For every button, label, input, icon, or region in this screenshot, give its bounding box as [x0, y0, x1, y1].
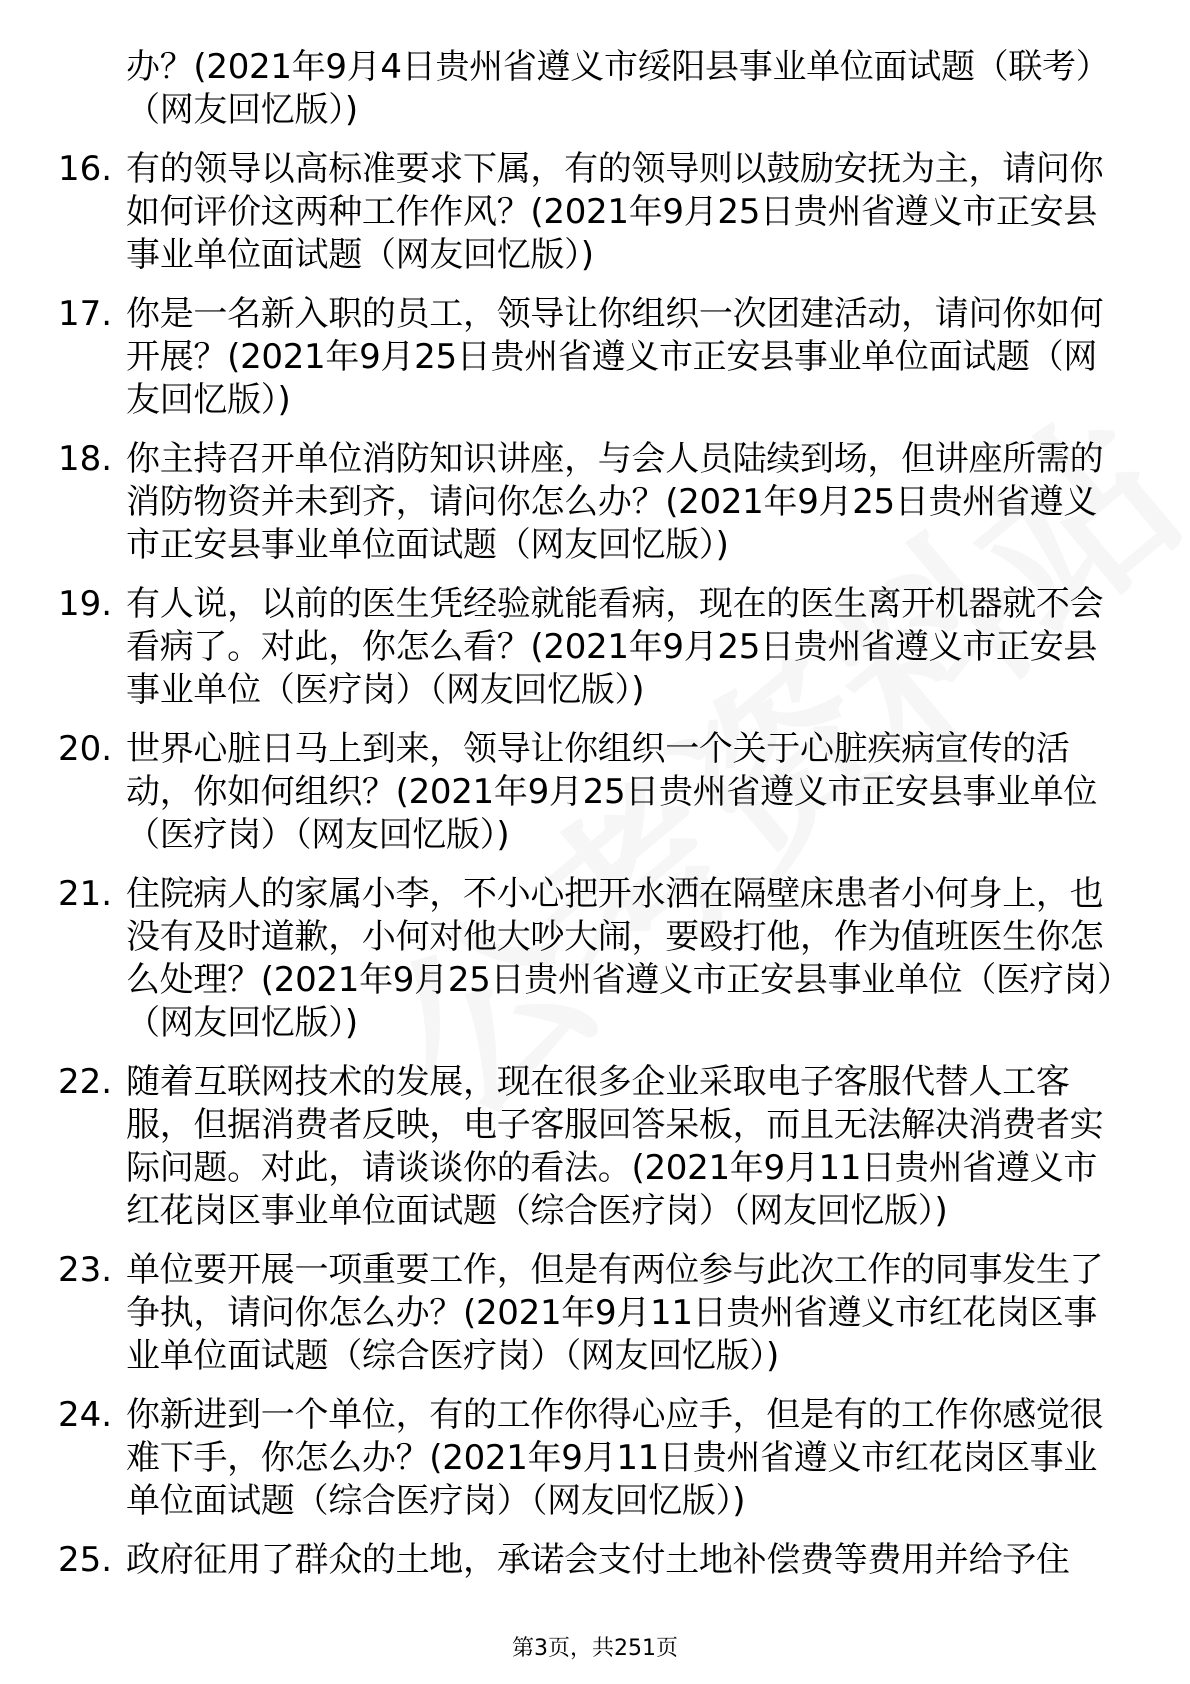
item-text: 随着互联网技术的发展，现在很多企业采取电子客服代替人工客服，但据消费者反映，电子客服回答呆板，而且无法解决消费者实际问题。对此，请谈谈你的看法。(2021年9月11日贵州省遵义市红花岗区事业单位面试题（综合医疗岗）（网友回忆版）) — [126, 1062, 1104, 1231]
item-text: 政府征用了群众的土地，承诺会支付土地补偿费等费用并给予住 — [126, 1540, 1070, 1580]
list-item — [0, 148, 1190, 277]
list-item — [0, 728, 1190, 857]
list-item — [0, 1394, 1190, 1523]
item-number: 16. — [58, 149, 113, 189]
item-text: 有的领导以高标准要求下属，有的领导则以鼓励安抚为主，请问你如何评价这两种工作作风？(2021年9月25日贵州省遵义市正安县事业单位面试题（网友回忆版）) — [126, 149, 1104, 275]
item-number: 24. — [58, 1395, 113, 1435]
item-number: 19. — [58, 584, 113, 624]
item-text: 住院病人的家属小李，不小心把开水洒在隔壁床患者小何身上，也没有及时道歉，小何对他大吵大闹，要殴打他，作为值班医生你怎么处理？(2021年9月25日贵州省遵义市正安县事业单位（医疗岗）（网友回忆版）) — [126, 874, 1114, 1043]
list-item — [0, 46, 1190, 132]
item-text: 办？(2021年9月4日贵州省遵义市绥阳县事业单位面试题（联考）（网友回忆版）) — [126, 47, 1110, 130]
list-item — [0, 438, 1190, 567]
list-item — [0, 1061, 1190, 1233]
item-text: 你是一名新入职的员工，领导让你组织一次团建活动，请问你如何开展？(2021年9月25日贵州省遵义市正安县事业单位面试题（网友回忆版）) — [126, 294, 1104, 420]
item-number: 25. — [58, 1540, 113, 1580]
item-number: 21. — [58, 874, 113, 914]
list-item — [0, 293, 1190, 422]
item-number: 18. — [58, 439, 113, 479]
item-text: 世界心脏日马上到来，领导让你组织一个关于心脏疾病宣传的活动，你如何组织？(2021年9月25日贵州省遵义市正安县事业单位（医疗岗）（网友回忆版）) — [126, 729, 1098, 855]
item-number: 20. — [58, 729, 113, 769]
question-list — [0, 46, 1190, 1598]
list-item — [0, 1249, 1190, 1378]
item-number: 22. — [58, 1062, 113, 1102]
item-number: 17. — [58, 294, 113, 334]
item-text: 你新进到一个单位，有的工作你得心应手，但是有的工作你感觉很难下手，你怎么办？(2021年9月11日贵州省遵义市红花岗区事业单位面试题（综合医疗岗）（网友回忆版）) — [126, 1395, 1104, 1521]
page-number: 第3页，共251页 — [512, 1636, 678, 1661]
item-text: 你主持召开单位消防知识讲座，与会人员陆续到场，但讲座所需的消防物资并未到齐，请问你怎么办？(2021年9月25日贵州省遵义市正安县事业单位面试题（网友回忆版）) — [126, 439, 1104, 565]
list-item — [0, 583, 1190, 712]
item-text: 单位要开展一项重要工作，但是有两位参与此次工作的同事发生了争执，请问你怎么办？(2021年9月11日贵州省遵义市红花岗区事业单位面试题（综合医疗岗）（网友回忆版）) — [126, 1250, 1104, 1376]
item-text: 有人说，以前的医生凭经验就能看病，现在的医生离开机器就不会看病了。对此，你怎么看？(2021年9月25日贵州省遵义市正安县事业单位（医疗岗）（网友回忆版）) — [126, 584, 1104, 710]
list-item — [0, 873, 1190, 1045]
list-item — [0, 1539, 1190, 1582]
item-number: 23. — [58, 1250, 113, 1290]
